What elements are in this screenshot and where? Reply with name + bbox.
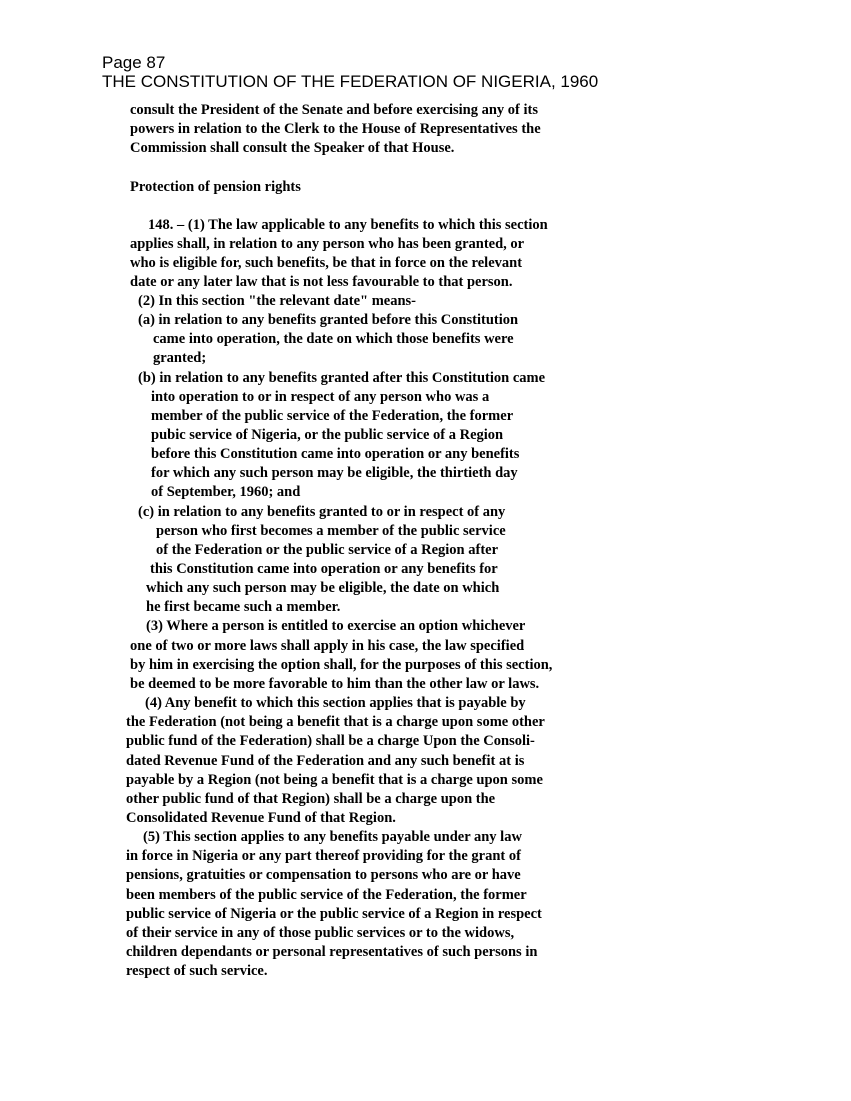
text-line: of the Federation or the public service of a Region after: [156, 542, 499, 558]
text-line: (3) Where a person is entitled to exercise an option whichever: [146, 618, 526, 634]
text-line: into operation to or in respect of any person who was a: [151, 389, 490, 405]
text-line: which any such person may be eligible, the date on which: [146, 580, 500, 596]
text-line: of September, 1960; and: [151, 484, 301, 500]
document-title: THE CONSTITUTION OF THE FEDERATION OF NIGERIA, 1960: [102, 72, 599, 91]
text-line: member of the public service of the Federation, the former: [151, 408, 514, 424]
text-line: this Constitution came into operation or any benefits for: [150, 561, 498, 577]
text-line: (b) in relation to any benefits granted after this Constitution came: [138, 370, 546, 386]
text-line: dated Revenue Fund of the Federation and any such benefit at is: [126, 753, 525, 769]
text-line: payable by a Region (not being a benefit that is a charge upon some: [126, 772, 543, 788]
text-line: (a) in relation to any benefits granted before this Constitution: [138, 312, 519, 328]
text-line: in force in Nigeria or any part thereof providing for the grant of: [126, 848, 521, 864]
text-line: children dependants or personal representatives of such persons in: [126, 944, 538, 960]
text-line: came into operation, the date on which those benefits were: [153, 331, 514, 347]
text-line: Consolidated Revenue Fund of that Region.: [126, 810, 396, 826]
text-line: consult the President of the Senate and before exercising any of its: [130, 102, 538, 118]
text-line: other public fund of that Region) shall be a charge upon the: [126, 791, 496, 807]
text-line: public service of Nigeria or the public service of a Region in respect: [126, 906, 542, 922]
text-line: of their service in any of those public services or to the widows,: [126, 925, 515, 941]
text-line: be deemed to be more favorable to him than the other law or laws.: [130, 676, 540, 692]
text-line: the Federation (not being a benefit that is a charge upon some other: [126, 714, 545, 730]
text-line: been members of the public service of the Federation, the former: [126, 887, 527, 903]
text-line: (4) Any benefit to which this section applies that is payable by: [145, 695, 526, 711]
text-line: (c) in relation to any benefits granted to or in respect of any: [138, 504, 506, 520]
text-line: person who first becomes a member of the public service: [156, 523, 506, 539]
text-line: respect of such service.: [126, 963, 268, 979]
page-number: Page 87: [102, 53, 166, 72]
text-line: (2) In this section "the relevant date" means-: [138, 293, 417, 309]
text-line: before this Constitution came into operation or any benefits: [151, 446, 520, 462]
section-heading: Protection of pension rights: [130, 179, 301, 195]
text-line: pubic service of Nigeria, or the public service of a Region: [151, 427, 504, 443]
text-line: one of two or more laws shall apply in his case, the law specified: [130, 638, 525, 654]
text-line: pensions, gratuities or compensation to persons who are or have: [126, 867, 521, 883]
text-line: he first became such a member.: [146, 599, 341, 615]
text-line: (5) This section applies to any benefits payable under any law: [143, 829, 522, 845]
text-line: powers in relation to the Clerk to the House of Representatives the: [130, 121, 541, 137]
text-line: applies shall, in relation to any person who has been granted, or: [130, 236, 525, 252]
text-line: date or any later law that is not less favourable to that person.: [130, 274, 513, 290]
text-line: Commission shall consult the Speaker of that House.: [130, 140, 455, 156]
text-line: by him in exercising the option shall, for the purposes of this section,: [130, 657, 553, 673]
text-line: public fund of the Federation) shall be a charge Upon the Consoli-: [126, 733, 535, 749]
text-line: who is eligible for, such benefits, be that in force on the relevant: [130, 255, 523, 271]
text-line: for which any such person may be eligible, the thirtieth day: [151, 465, 518, 481]
text-line: 148. – (1) The law applicable to any benefits to which this section: [148, 217, 548, 233]
text-line: granted;: [153, 350, 207, 366]
